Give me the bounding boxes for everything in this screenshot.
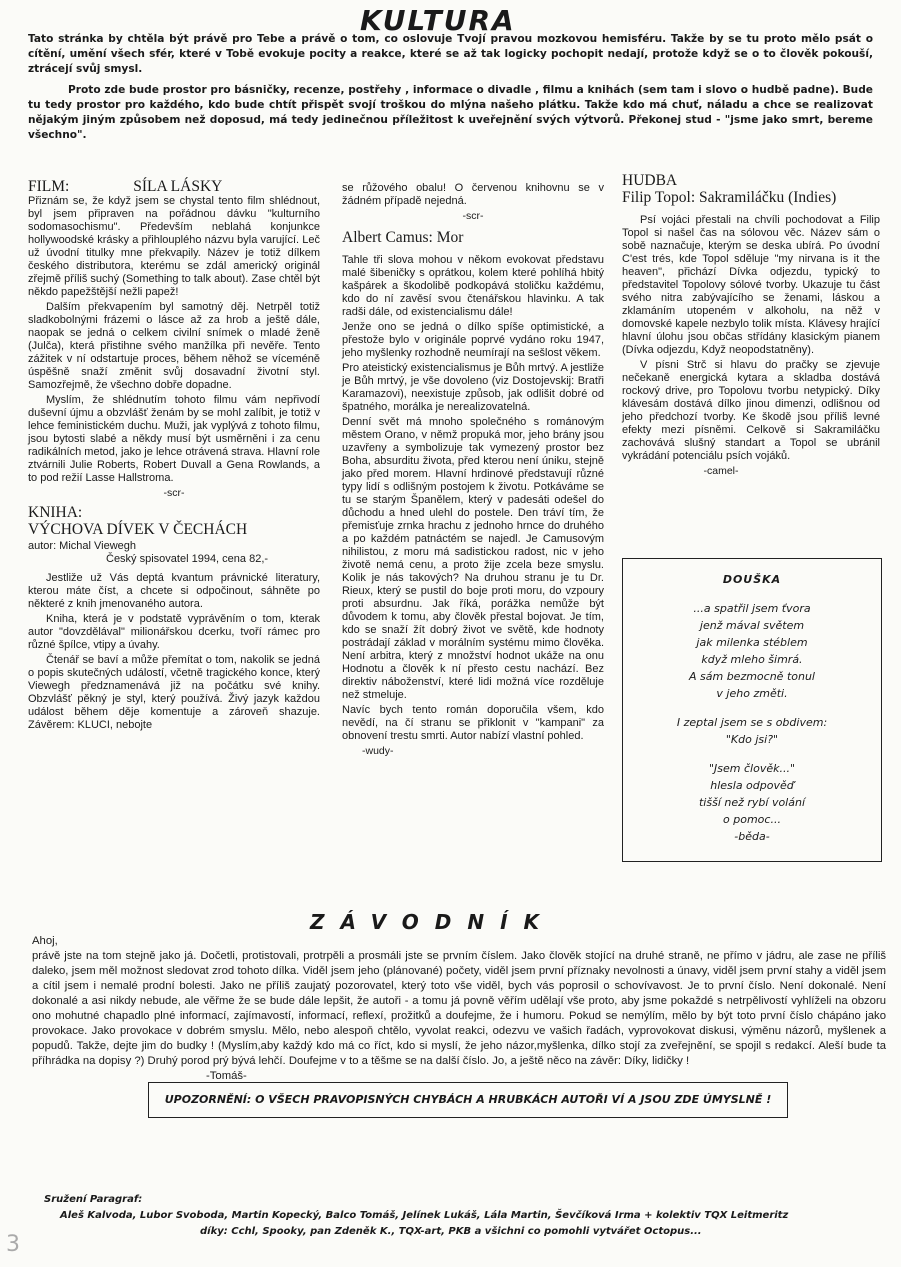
poem-line: hlesla odpověď (710, 779, 794, 792)
film-signature: -scr- (163, 487, 185, 499)
camus-paragraph: Navíc bych tento román doporučila všem, kdo nevědí, na čí stranu se přiklonit v "kampani" za obnovení trestu smrti. Autor nabízí vlastní pohled. (342, 704, 604, 742)
poem-line: "Jsem člověk..." (708, 762, 796, 775)
poem-line (623, 702, 881, 714)
zavodnik-body: právě jste na tom stejně jako já. Dočetli, protistovali, protrpěli a prosmáli jste se prvním číslem. Jako člověk stojící na druhé straně, ne přímo v jádru, ale zase ne příliš daleko, jsem měl možnost sledovat zrod tohoto dílka. Viděl jsem jeho (plánované) počety, viděl jsem první příznaky nevolnosti a únavy, viděl jsem první stahy a viděl jsem a cítil jsem i nemalé prodní bolesti. Jako ne příliš zaujatý pozorovatel, který toto vše viděl, bych vás poprosil o schovívavost. Je to první číslo. Není dokonalé. Není dokonalé a asi nikdy nebude, ale věřme že se bude dále lepšit, že autoři - a tomu já povně věřím udělají vše proto, aby jsme pokaždé s netrpělivostí vyhlíželi na obzoru ono mohutné chapadlo plné informací, zajímavostí, informací, reflexí, prožitků a doufejme, že i humoru. Pokud se nemýlím, mělo by být toto první číslo chápáno jako provokace. Jako provokace v dobrém smyslu. Mělo, nebo alespoň chtělo, vyvolat reakci, odezvu ve vašich řadách, vyprovokovat diskusi, výměnu názorů, myšlenek a popudů. Takže, dejte jim do budky ! (Myslím,aby každý kdo má co říct, kdo si myslí, že jeho názor,myšlenka, dílko stojí za zveřejnění, se spojil s redakcí. Aleší bude ta příhrádka na dopisy ?) Druhý porod prý bývá lehčí. Doufejme v to a těšme se na další číslo. Jo, a ještě něco na závěr: Díky, lidičky ! (32, 950, 886, 1067)
kniha-label: KNIHA: (28, 504, 83, 521)
poem-line: I zeptal jsem se s obdivem: (676, 716, 828, 729)
hudba-label: HUDBA (622, 172, 678, 189)
poem-line: v jeho změti. (716, 687, 788, 700)
kniha-paragraph: Jestliže už Vás deptá kvantum právnické literatury, kterou máte číst, a chcete si odpočinout, sáhněte po některé z knih jmenovaného autora. (28, 572, 320, 610)
poem-line (623, 748, 881, 760)
zavodnik-signature: -Tomáš- (206, 1070, 247, 1082)
camus-paragraph: Denní svět má mnoho společného s románovým městem Orano, v němž propuká mor, jeho brány jsou uzavřeny a symbolizuje tak vymezený prostor bez Boha, absurditu života, před kterou není úniku, stejně jako před morem. Hlavní hrdinové představují různé typy lidí s odlišným postojem k životu. Potkáváme se tu se starým Španělem, který v padesáti odešel do důchodu a hned ulehl do postele. Den tráví tím, že přemisťuje zrnka hrachu z jednoho hrnce do druhého a po každém patnáctém se najedl. Je Camusovým nihilistou, z moru má sadistickou radost, nic v jeho životě nemá cenu, a proto žije zcela beze smyslu. Kolik je nás takových? Na druhou stranu je tu Dr. Rieux, který se pustil do boje proti moru, do vzpoury proti absurdnu. Jak říká, porážka nemůže být důvodem k tomu, aby člověk přestal bojovat. Je tím, kdo se snaží žít dobrý život ve světě, kde hodnoty postrádají základ v morálním systému mimo člověka. Není arbitra, který z množství hodnot ukáže na onu Hodnotu a člověk k ní přesto cestu nachází. Bez direktiv náboženství, které lidi možná více rozděluje než stmeluje. (342, 416, 604, 701)
footer-members: Aleš Kalvoda, Lubor Svoboda, Martin Kopecký, Balco Tomáš, Jelínek Lukáš, Lála Martin, Ševčíková Irma + kolektiv TQX Leitmeritz (60, 1210, 789, 1221)
film-title: SÍLA LÁSKY (133, 178, 223, 195)
intro-paragraph: Proto zde bude prostor pro básničky, recenze, postřehy , informace o divadle , filmu a knihách (sem tam i slovo o hudbě padne). Bude tu tedy prostor pro každého, kdo bude chtít přispět svojí troškou do mlýna našeho plátku. Takže kdo má chuť, náladu a chce se realizovat nějakým jiným způsobem než doposud, má tedy jedinečnou příležitost k uveřejnění svých výtvorů. Překonej stud - "jsme jako smrt, bereme všechno". (28, 84, 873, 141)
poem-line: -běda- (734, 830, 770, 843)
kniha-paragraph: Čtenář se baví a může přemítat o tom, nakolik se jedná o popis skutečných událostí, včetně tragického konce, který Viewegh předznamenává již na počátku své knihy. Obzvlášť pěkný je styl, který používá. Živý jazyk každou událost během děje komentuje a zároveň shazuje. Závěrem: KLUCI, nebojte (28, 654, 320, 731)
film-paragraph: Myslím, že shlédnutím tohoto filmu vám nepřivodí duševní újmu a obzvlášť ženám by se mohl zalíbit, je totiž v lehce feministickém duchu. Muži, jak vyplývá z tohoto filmu, jsou bytosti slabé a někdy musí být usměrněni i za cenu radikálních metod, jako je lehce otrávená strava. Hlavní role ztvárnili Julie Roberts, Robert Duvall a Gena Rowlands, a to pod režií Lasse Hallstroma. (28, 394, 320, 484)
kniha-paragraph: Kniha, která je v podstatě vyprávěním o tom, kterak autor "dovzdělával" milionářskou dcerku, tvoří rámec pro různé špílce, vtipy a úvahy. (28, 613, 320, 651)
warning-box: UPOZORNĚNÍ: O VŠECH PRAVOPISNÝCH CHYBÁCH A HRUBKÁCH AUTOŘI VÍ A JSOU ZDE ÚMYSLNĚ ! (148, 1082, 788, 1118)
hudba-signature: -camel- (703, 465, 739, 477)
page-number: 3 (6, 1232, 20, 1257)
camus-signature: -wudy- (362, 745, 394, 757)
camus-title: Albert Camus: Mor (342, 229, 464, 246)
poem-title: DOUŠKA (722, 573, 782, 586)
poem-line: ...a spatřil jsem ťvora (693, 602, 811, 615)
poem-line: o pomoc... (723, 813, 781, 826)
kniha-author: autor: Michal Viewegh (28, 540, 137, 552)
page-title: KULTURA (360, 4, 516, 37)
kniha-publisher: Český spisovatel 1994, cena 82,- (106, 553, 269, 565)
poem-line: A sám bezmocně tonul (688, 670, 815, 683)
hudba-paragraph: V písni Strč si hlavu do pračky se zjevuje nečekaně energická kytara a skladba dostává rockový drive, pro Topolovu tvorbu netypický. Díky klávesám dostává dílko jinou dimenzi, odlišnou od jeho předchozí tvorby. Ke škodě jsou příliš levné efekty mezi písněmi. Celkově si Sakramiláčku zachovává slušný standart a Topol se ubránil vykrádání potenciálu psích vojáků. (622, 359, 880, 462)
poem-line: jak milenka stéblem (696, 636, 808, 649)
film-paragraph: Přiznám se, že když jsem se chystal tento film shlédnout, byl jsem připraven na pořádnou dávku "kulturního sodomasochismu". Především neblahá konjunkce hollywoodské krásky a přihlouplého názvu byla varující. Leč už úvodní titulky mne překvapily. Název je totiž dílkem českého distributora, kterému se zdál americký originál zřejmě příliš suchý (Something to talk about). Zase chtěl být někdo papežštější nežli papež! (28, 195, 320, 298)
film-label: FILM: (28, 178, 70, 195)
poem-lines (623, 600, 881, 845)
film-paragraph: Dalším překvapením byl samotný děj. Netrpěl totiž sladkobolnými frázemi o lásce až za hrob a ještě dále, naopak se jedná o celkem civilní snímek o mladé ženě (Julča), která přistihne svého manžílka při nevěře. Tento zážitek v ní odstartuje proces, během něhož se víceméně úspěšně snaží změnit svůj dosavadní životní styl. Samozřejmě, že všechno dobře dopadne. (28, 301, 320, 391)
intro-section (28, 32, 873, 149)
camus-paragraph: Pro ateistický existencialismus je Bůh mrtvý. A jestliže je Bůh mrtvý, je vše dovoleno (viz Dostojevskij: Bratři Karamazovi), neexistuje způsob, jak odlišit dobré od špatného, morálka je nerealizovatelná. (342, 362, 604, 413)
column-left (28, 178, 320, 734)
kniha-signature: -scr- (462, 210, 484, 222)
column-right (622, 172, 880, 482)
poem-box (622, 558, 882, 862)
poem-line: tišší než rybí volání (698, 796, 806, 809)
footer-thanks: díky: Cchl, Spooky, pan Zdeněk K., TQX-art, PKB a všichni co pomohli vytvářet Octopus... (200, 1226, 702, 1237)
footer-label: Sružení Paragraf: (44, 1194, 143, 1205)
zavodnik-heading: ZÁVODNÍK (310, 910, 556, 934)
zavodnik-section (32, 934, 886, 1084)
poem-line: když mleho šimrá. (701, 653, 803, 666)
kniha-continuation: se růžového obalu! O červenou knihovnu se v žádném případě nejedná. (342, 182, 604, 207)
kniha-title: VÝCHOVA DÍVEK V ČECHÁCH (28, 521, 248, 538)
footer (4, 1192, 884, 1240)
camus-paragraph: Tahle tři slova mohou v někom evokovat představu malé šibeničky s oprátkou, kolem které pohlíhá hbitý kašpárek a škodolibě podkopává stoličku každému, kdo do ní zavěsí svou čtenářskou hlavinku. A tak radši dále, od existencialismu dále! (342, 254, 604, 318)
zavodnik-greeting: Ahoj, (32, 935, 58, 947)
hudba-paragraph: Psí vojáci přestali na chvíli pochodovat a Filip Topol si našel čas na sólovou věc. Název sám o sobě naznačuje, kterým se deska ubírá. Po úvodní C'est trés, kde Topol sděluje "my nirvana is it the heaven", přichází Dívka odjezdu, typický to představitel Topolovy sólové tvorby. Ukazuje tu část svého nitra zabývajícího se ženami, láskou a zklamáním utopeném v alkoholu, na něž v domovské kapele nezbylo tolik místa. Klávesy hrající hlavní úlohu jsou občas střídány klasickým pianem (Dívka odjezdu, Když neopodstatněny). (622, 214, 880, 356)
poem-line: "Kdo jsi?" (725, 733, 779, 746)
hudba-title: Filip Topol: Sakramiláčku (Indies) (622, 189, 837, 206)
poem-line: jenž mával světem (699, 619, 805, 632)
camus-paragraph: Jenže ono se jedná o dílko spíše optimistické, a přestože bylo v originále poprvé vydáno roku 1947, jeho myšlenky rozhodně neumírají na sešlost věkem. (342, 321, 604, 359)
film-heading (28, 178, 320, 195)
intro-paragraph: Tato stránka by chtěla být právě pro Tebe a právě o tom, co oslovuje Tvojí pravou mozkovou hemisféru. Takže by se tu proto mělo psát o cítění, umění všech sfér, které v Tobě evokuje pocity a reakce, které se až tak logicky pochopit nedají, protože když se o to člověk pokouší, ztrácejí svůj smysl. (28, 33, 873, 75)
